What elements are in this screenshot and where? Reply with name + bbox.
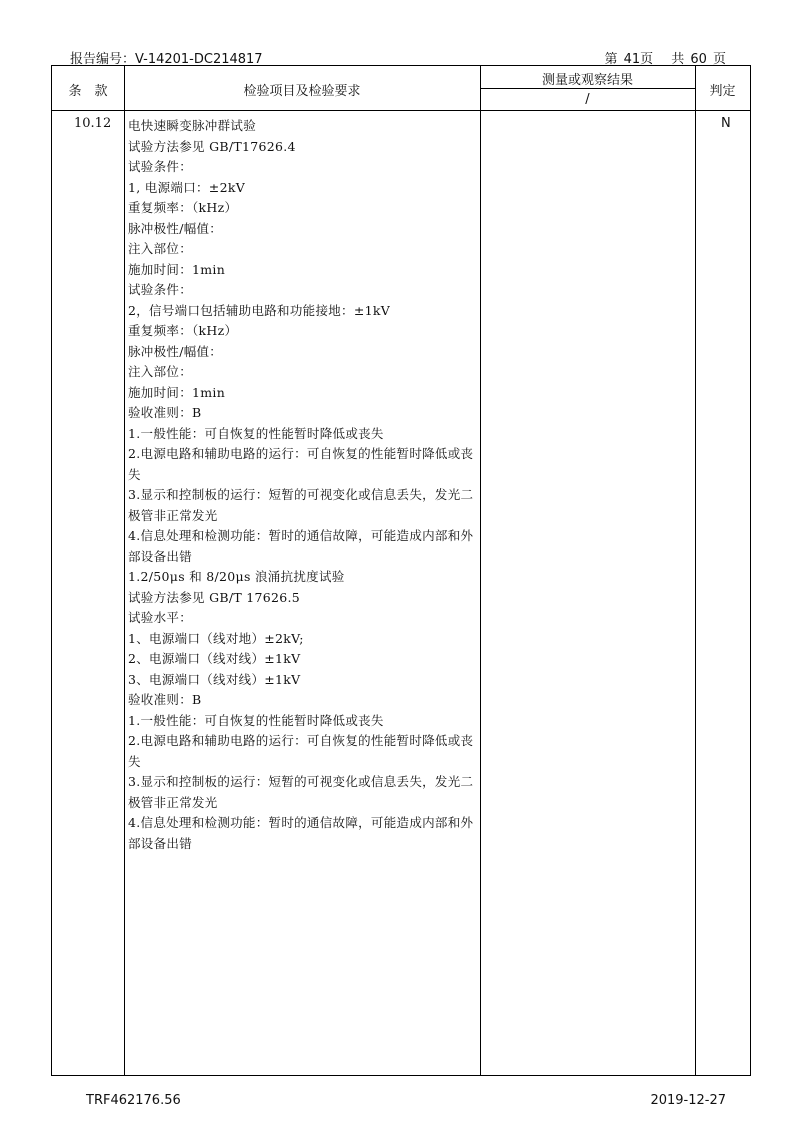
requirement-line: 重复频率：（kHz）: [128, 200, 238, 215]
col-header-result: 测量或观察结果: [541, 73, 633, 88]
col-divider-clause: [124, 66, 125, 1075]
result-sub-divider: [480, 88, 695, 89]
requirement-line: 3、电源端口（线对线）±1kV: [128, 671, 301, 687]
requirement-line: 1.一般性能：可自恢复的性能暂时降低或丧失: [128, 425, 384, 441]
requirement-line: 4.信息处理和检测功能：暂时的通信故障，可能造成内部和外部设备出错: [128, 528, 474, 564]
requirement-line: 4.信息处理和检测功能：暂时的通信故障，可能造成内部和外部设备出错: [128, 815, 474, 851]
test-requirements: [128, 116, 482, 854]
requirement-line: 1.一般性能：可自恢复的性能暂时降低或丧失: [128, 712, 384, 728]
requirement-line: 脉冲极性/幅值：: [128, 343, 223, 359]
requirement-line: 3.显示和控制板的运行：短暂的可视变化或信息丢失，发光二极管非正常发光: [128, 487, 474, 523]
verdict-value: N: [721, 116, 731, 131]
inspection-table: [51, 66, 751, 1076]
requirement-line: 施加时间：1min: [128, 384, 226, 400]
requirement-line: 2.电源电路和辅助电路的运行：可自恢复的性能暂时降低或丧失: [128, 446, 474, 482]
page-number: 第 41页: [604, 52, 654, 67]
col-header-item: 检验项目及检验要求: [243, 84, 361, 99]
requirement-line: 3.显示和控制板的运行：短暂的可视变化或信息丢失，发光二极管非正常发光: [128, 774, 474, 810]
requirement-line: 验收准则：B: [128, 692, 202, 707]
col-header-result-sub: /: [585, 92, 590, 107]
col-header-verdict: 判定: [709, 84, 736, 99]
form-number: TRF462176.56: [86, 1093, 181, 1108]
page-total: 共 60 页: [671, 52, 726, 67]
requirement-line: 脉冲极性/幅值：: [128, 220, 223, 236]
requirement-line: 试验条件：: [128, 159, 193, 174]
header-row-divider: [52, 110, 750, 111]
requirement-line: 验收准则：B: [128, 405, 202, 420]
requirement-line: 2、电源端口（线对线）±1kV: [128, 651, 301, 666]
requirement-line: 试验水平：: [128, 610, 193, 625]
requirement-line: 2，信号端口包括辅助电路和功能接地：±1kV: [128, 302, 391, 318]
col-divider-result: [695, 66, 696, 1075]
requirement-line: 1、电源端口（线对地）±2kV;: [128, 630, 304, 646]
requirement-line: 电快速瞬变脉冲群试验: [128, 118, 257, 133]
col-header-clause: 条 款: [68, 84, 108, 99]
requirement-line: 2.电源电路和辅助电路的运行：可自恢复的性能暂时降低或丧失: [128, 733, 474, 769]
clause-number: 10.12: [74, 116, 112, 131]
requirement-line: 注入部位：: [128, 241, 193, 256]
requirement-line: 重复频率：（kHz）: [128, 323, 238, 338]
requirement-line: 1, 电源端口：±2kV: [128, 179, 246, 195]
report-number: 报告编号：V-14201-DC214817: [70, 52, 263, 67]
requirement-line: 试验条件：: [128, 282, 193, 297]
requirement-line: 试验方法参见 GB/T17626.4: [128, 138, 296, 154]
requirement-line: 注入部位：: [128, 364, 193, 379]
requirement-line: 施加时间：1min: [128, 261, 226, 277]
requirement-line: 试验方法参见 GB/T 17626.5: [128, 589, 301, 605]
issue-date: 2019-12-27: [650, 1093, 726, 1108]
requirement-line: 1.2/50μs 和 8/20μs 浪涌抗扰度试验: [128, 569, 345, 584]
